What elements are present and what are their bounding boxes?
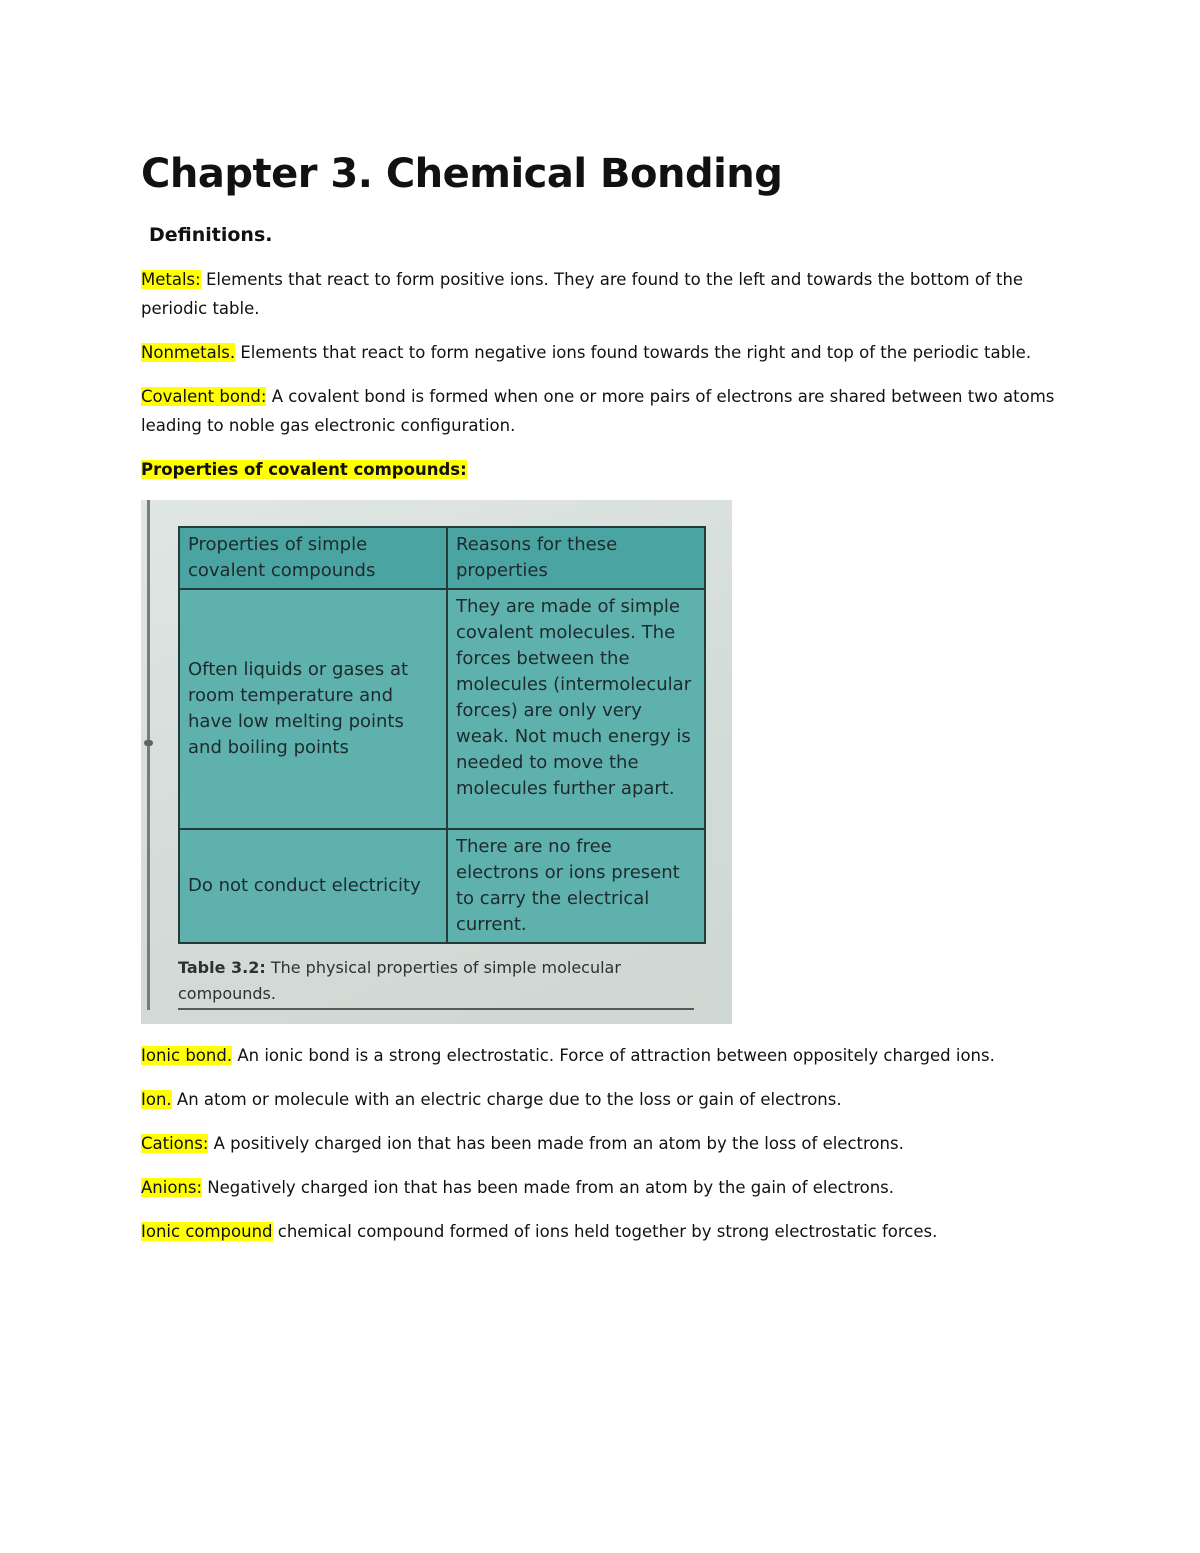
- properties-heading: Properties of covalent compounds:: [141, 460, 467, 479]
- definition-covalent-bond: [141, 382, 1061, 440]
- table-row: [179, 829, 705, 943]
- definition-ionic-compound: [141, 1217, 1061, 1246]
- definition-text: Elements that react to form negative ions found towards the right and top of the periodic table.: [235, 343, 1032, 362]
- caption-label: Table 3.2:: [178, 958, 266, 977]
- table-header-cell: Properties of simple covalent compounds: [179, 527, 447, 589]
- table-caption: [178, 955, 698, 1007]
- term-highlight: Ionic bond.: [141, 1046, 233, 1065]
- definition-text: An ionic bond is a strong electrostatic. Force of attraction between oppositely charged ions.: [232, 1046, 995, 1065]
- definition-ionic-bond: [141, 1041, 1061, 1070]
- margin-tick: [144, 740, 153, 746]
- table-cell: Often liquids or gases at room temperature and have low melting points and boiling points: [179, 589, 447, 829]
- table-cell: There are no free electrons or ions present to carry the electrical current.: [447, 829, 705, 943]
- definition-metals: [141, 265, 1061, 323]
- properties-heading-line: [141, 455, 1061, 484]
- table-header-row: [179, 527, 705, 589]
- table-row: [179, 589, 705, 829]
- term-highlight: Ion.: [141, 1090, 172, 1109]
- definition-text: Negatively charged ion that has been made from an atom by the gain of electrons.: [202, 1178, 895, 1197]
- table-cell: They are made of simple covalent molecules. The forces between the molecules (intermolecular forces) are only very weak. Not much energy is needed to move the molecules further apart.: [447, 589, 705, 829]
- properties-table: [178, 526, 706, 944]
- term-highlight: Metals:: [141, 270, 201, 289]
- table-header-cell: Reasons for these properties: [447, 527, 705, 589]
- term-highlight: Nonmetals.: [141, 343, 236, 362]
- term-highlight: Cations:: [141, 1134, 209, 1153]
- definition-anions: [141, 1173, 1061, 1202]
- table-cell: Do not conduct electricity: [179, 829, 447, 943]
- definition-nonmetals: [141, 338, 1061, 367]
- definition-cations: [141, 1129, 1061, 1158]
- definition-text: chemical compound formed of ions held together by strong electrostatic forces.: [272, 1222, 938, 1241]
- caption-rule: [178, 1008, 694, 1010]
- page-margin-line: [147, 500, 150, 1010]
- document-content: [141, 148, 1061, 1246]
- term-highlight: Covalent bond:: [141, 387, 267, 406]
- textbook-table-photo: [141, 500, 732, 1024]
- section-heading: Definitions.: [149, 224, 273, 246]
- caption-text: The physical properties of simple molecular compounds.: [178, 958, 621, 1003]
- definition-ion: [141, 1085, 1061, 1114]
- chapter-title: Chapter 3. Chemical Bonding: [141, 151, 783, 197]
- term-highlight: Anions:: [141, 1178, 203, 1197]
- definition-text: Elements that react to form positive ions. They are found to the left and towards the bottom of the periodic table.: [141, 270, 1024, 318]
- term-highlight: Ionic compound: [141, 1222, 273, 1241]
- definition-text: A positively charged ion that has been made from an atom by the loss of electrons.: [208, 1134, 904, 1153]
- definition-text: An atom or molecule with an electric charge due to the loss or gain of electrons.: [171, 1090, 842, 1109]
- definition-text: A covalent bond is formed when one or more pairs of electrons are shared between two atoms leading to noble gas electronic configuration.: [141, 387, 1055, 435]
